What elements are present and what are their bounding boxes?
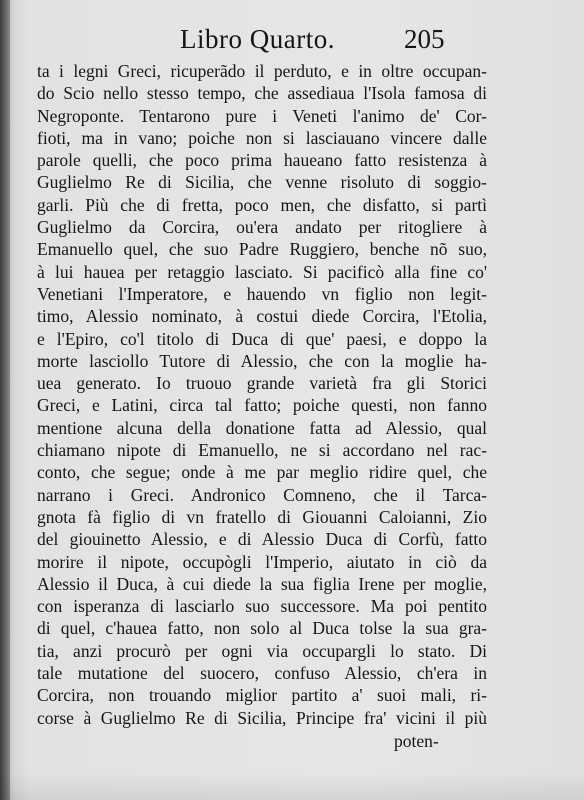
text-line: morire il nipote, occupògli l'Imperio, aiutato in ciò da bbox=[37, 551, 487, 572]
text-line: del giouinetto Alessio, e di Alessio Duca di Corfù, fatto bbox=[37, 529, 487, 550]
text-line: Corcira, non trouando miglior partito a' suoi mali, ri- bbox=[37, 685, 487, 706]
text-line: tale mutatione del suocero, confuso Alessio, ch'era in bbox=[37, 663, 487, 684]
text-line: mentione alcuna della donatione fatta ad Alessio, qual bbox=[37, 417, 487, 438]
text-line: gnota fà figlio di vn fratello di Giouanni Caloianni, Zio bbox=[37, 506, 487, 527]
page-gutter-shadow bbox=[0, 0, 10, 800]
text-line: con isperanza di lasciarlo suo successore. Ma poi pentito bbox=[37, 596, 487, 617]
text-line: morte lasciollo Tutore di Alessio, che con la moglie ha- bbox=[37, 350, 487, 371]
text-line: uea generato. Io truouo grande varietà fra gli Storici bbox=[37, 373, 487, 394]
page-bottom-shade bbox=[0, 772, 584, 800]
page-header bbox=[0, 24, 584, 58]
text-line: Greci, e Latini, circa tal fatto; poiche questi, non fanno bbox=[37, 395, 487, 416]
page-number: 205 bbox=[404, 24, 445, 54]
text-line: di quel, c'hauea fatto, non solo al Duca tolse la sua gra- bbox=[37, 618, 487, 639]
catchword: poten- bbox=[394, 731, 439, 751]
text-line: Venetiani l'Imperatore, e hauendo vn figlio non legit- bbox=[37, 283, 487, 304]
text-line: ta i legni Greci, ricuperãdo il perduto, e in oltre occupan- bbox=[37, 61, 487, 81]
running-title: Libro Quarto. bbox=[180, 24, 335, 54]
body-text bbox=[37, 60, 487, 729]
text-line: narrano i Greci. Andronico Comneno, che il Tarca- bbox=[37, 484, 487, 505]
text-line: garli. Più che di fretta, poco men, che disfatto, si partì bbox=[37, 194, 487, 215]
text-line: conto, che segue; onde à me par meglio ridire quel, che bbox=[37, 462, 487, 483]
text-line: timo, Alessio nominato, à costui diede Corcira, l'Etolia, bbox=[37, 306, 487, 327]
text-line: parole quelli, che poco prima haueano fatto resistenza à bbox=[37, 150, 487, 171]
text-line: tia, anzi procurò per ogni via occupargli lo stato. Di bbox=[37, 640, 487, 661]
text-line: Alessio il Duca, à cui diede la sua figlia Irene per moglie, bbox=[37, 573, 487, 594]
text-line: do Scio nello stesso tempo, che assediaua l'Isola famosa di bbox=[37, 83, 487, 104]
text-line: Guglielmo da Corcira, ou'era andato per ritogliere à bbox=[37, 217, 487, 238]
text-line: corse à Guglielmo Re di Sicilia, Principe fra' vicini il più bbox=[37, 707, 487, 728]
text-line: Guglielmo Re di Sicilia, che venne risoluto di soggio- bbox=[37, 172, 487, 193]
text-line: Emanuello quel, che suo Padre Ruggiero, benche nõ suo, bbox=[37, 239, 487, 260]
text-line: e l'Epiro, co'l titolo di Duca di que' paesi, e doppo la bbox=[37, 328, 487, 349]
text-line: chiamano nipote di Emanuello, ne si accordano nel rac- bbox=[37, 440, 487, 461]
text-line: fioti, ma in vano; poiche non si lasciauano vincere dalle bbox=[37, 127, 487, 148]
text-line: à lui hauea per retaggio lasciato. Si pacificò alla fine co' bbox=[37, 261, 487, 282]
text-line: Negroponte. Tentarono pure i Veneti l'animo de' Cor- bbox=[37, 105, 487, 126]
